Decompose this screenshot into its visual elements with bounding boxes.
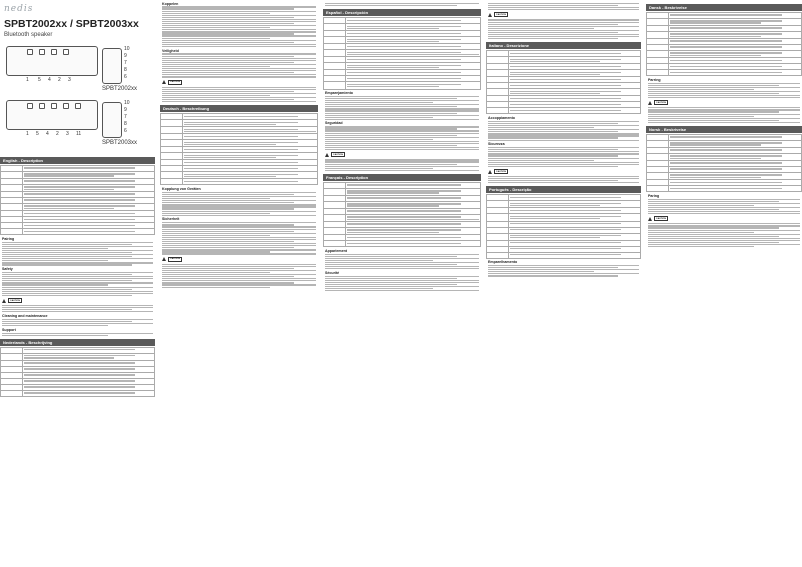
description-table <box>646 134 802 192</box>
description-table <box>486 194 641 258</box>
heading-emparejamiento: Emparejamiento <box>325 91 353 95</box>
button <box>63 49 69 55</box>
button <box>27 49 33 55</box>
column-2 <box>160 0 318 567</box>
button <box>51 49 57 55</box>
column-5 <box>646 0 802 567</box>
section-header-fr: Français - Description <box>323 174 481 181</box>
callout-number: 9 <box>124 107 127 113</box>
warning-icon <box>2 299 6 303</box>
warning-icon <box>648 101 652 105</box>
caution-box <box>162 80 316 85</box>
speaker-front-b <box>6 100 98 130</box>
caution-label: CAUTION <box>10 299 20 302</box>
warning-icon <box>162 80 166 84</box>
caution-label: CAUTION <box>170 258 180 261</box>
callout-number: 4 <box>46 131 49 137</box>
section-header-pt: Português - Descrição <box>486 186 641 193</box>
paragraph <box>162 87 316 103</box>
paragraph <box>488 19 639 39</box>
callout-number: 4 <box>48 77 51 83</box>
section-header-de: Deutsch - Beschreibung <box>160 105 318 112</box>
section-header-es: Español - Descripción <box>323 9 481 16</box>
paragraph <box>162 192 316 216</box>
caution-box <box>648 100 800 105</box>
model-title: SPBT2002xx / SPBT2003xx <box>4 18 139 30</box>
heading-parring: Parring <box>648 77 661 82</box>
callout-number: 5 <box>36 131 39 137</box>
caution-box <box>648 216 800 221</box>
column-4 <box>486 0 641 567</box>
heading-securite: Sécurité <box>325 270 340 275</box>
column-3 <box>323 0 481 567</box>
model-label: SPBT2002xx <box>102 86 138 92</box>
button <box>39 103 45 109</box>
description-table <box>646 12 802 76</box>
description-table <box>0 165 155 235</box>
section-header-da: Dansk - Beskrivelse <box>646 4 802 11</box>
callout-number: 6 <box>124 128 127 134</box>
warning-icon <box>325 153 329 157</box>
caution-box <box>2 298 153 303</box>
section-header-en: English - Description <box>0 157 155 164</box>
paragraph <box>325 96 479 120</box>
warning-icon <box>488 170 492 174</box>
paragraph <box>488 3 639 10</box>
description-table <box>160 113 318 185</box>
heading-sicherheit: Sicherheit <box>162 217 180 222</box>
paragraph <box>648 199 800 215</box>
description-table <box>486 50 641 114</box>
heading-veiligheid: Veiligheid <box>162 48 179 53</box>
button <box>27 103 33 109</box>
model-label: SPBT2003xx <box>102 140 138 146</box>
callout-number: 6 <box>124 74 127 80</box>
section-header-no: Norsk - Beskrivelse <box>646 126 802 133</box>
paragraph <box>162 264 316 288</box>
section-header-nl: Nederlands - Beschrijving <box>0 339 155 346</box>
paragraph <box>2 305 153 312</box>
callout-number: 1 <box>26 77 29 83</box>
heading-pairing: Pairing <box>2 236 15 241</box>
description-table <box>323 182 481 247</box>
section-header-it: Italiano - Descrizione <box>486 42 641 49</box>
callout-number: 1 <box>26 131 29 137</box>
paragraph <box>488 121 639 141</box>
caution-box <box>488 12 639 17</box>
button <box>51 103 57 109</box>
caution-box <box>488 169 639 174</box>
button <box>63 103 69 109</box>
caution-box <box>162 257 316 262</box>
button <box>75 103 81 109</box>
speaker-side-a <box>102 48 122 84</box>
callout-number: 5 <box>38 77 41 83</box>
callout-number: 7 <box>124 60 127 66</box>
paragraph <box>325 3 479 6</box>
heading-sicurezza: Sicurezza <box>488 142 505 147</box>
paragraph <box>488 265 639 277</box>
heading-accoppiamento: Accoppiamento <box>488 115 515 120</box>
callout-number: 2 <box>56 131 59 137</box>
heading-cleaning: Cleaning and maintenance <box>2 313 48 318</box>
warning-icon <box>488 13 492 17</box>
heading-appariement: Appariement <box>325 248 347 253</box>
paragraph <box>325 159 479 171</box>
paragraph <box>2 242 153 266</box>
description-table <box>0 347 155 397</box>
paragraph <box>2 333 153 336</box>
heading-safety: Safety <box>2 267 13 272</box>
paragraph <box>648 83 800 99</box>
heading-seguridad: Seguridad <box>325 121 343 126</box>
callout-number: 9 <box>124 53 127 59</box>
paragraph <box>325 126 479 150</box>
callout-number: 7 <box>124 114 127 120</box>
warning-icon <box>162 257 166 261</box>
heading-kopplung: Kopplung von Geräten <box>162 186 201 191</box>
callout-number: 10 <box>124 100 130 106</box>
paragraph <box>488 176 639 183</box>
product-subtitle: Bluetooth speaker <box>4 32 53 38</box>
caution-label: CAUTION <box>496 170 506 173</box>
button <box>39 49 45 55</box>
column-1 <box>0 0 155 567</box>
paragraph <box>648 223 800 247</box>
paragraph <box>162 6 316 47</box>
caution-label: CAUTION <box>656 217 666 220</box>
description-table <box>323 17 481 89</box>
brand-logo: nedis <box>4 4 34 14</box>
callout-number: 10 <box>124 46 130 52</box>
caution-box <box>325 152 479 157</box>
paragraph <box>325 254 479 270</box>
paragraph <box>325 276 479 292</box>
heading-paring: Paring <box>648 193 660 198</box>
callout-number: 3 <box>68 77 71 83</box>
paragraph <box>162 53 316 77</box>
warning-icon <box>648 217 652 221</box>
callout-number: 2 <box>58 77 61 83</box>
callout-number: 8 <box>124 67 127 73</box>
heading-koppelen: Koppelen <box>162 1 179 6</box>
callout-number: 8 <box>124 121 127 127</box>
heading-support: Support <box>2 327 16 332</box>
caution-label: CAUTION <box>496 13 506 16</box>
paragraph <box>2 319 153 326</box>
heading-emparelhamento: Emparelhamento <box>488 260 518 265</box>
speaker-side-b <box>102 102 122 138</box>
caution-label: CAUTION <box>656 101 666 104</box>
caution-label: CAUTION <box>333 153 343 156</box>
paragraph <box>488 147 639 167</box>
caution-label: CAUTION <box>170 81 180 83</box>
callout-number: 11 <box>76 131 82 137</box>
callout-number: 3 <box>66 131 69 137</box>
paragraph <box>648 107 800 123</box>
product-diagram <box>0 42 155 154</box>
paragraph <box>2 272 153 296</box>
paragraph <box>162 222 316 254</box>
speaker-front-a <box>6 46 98 76</box>
